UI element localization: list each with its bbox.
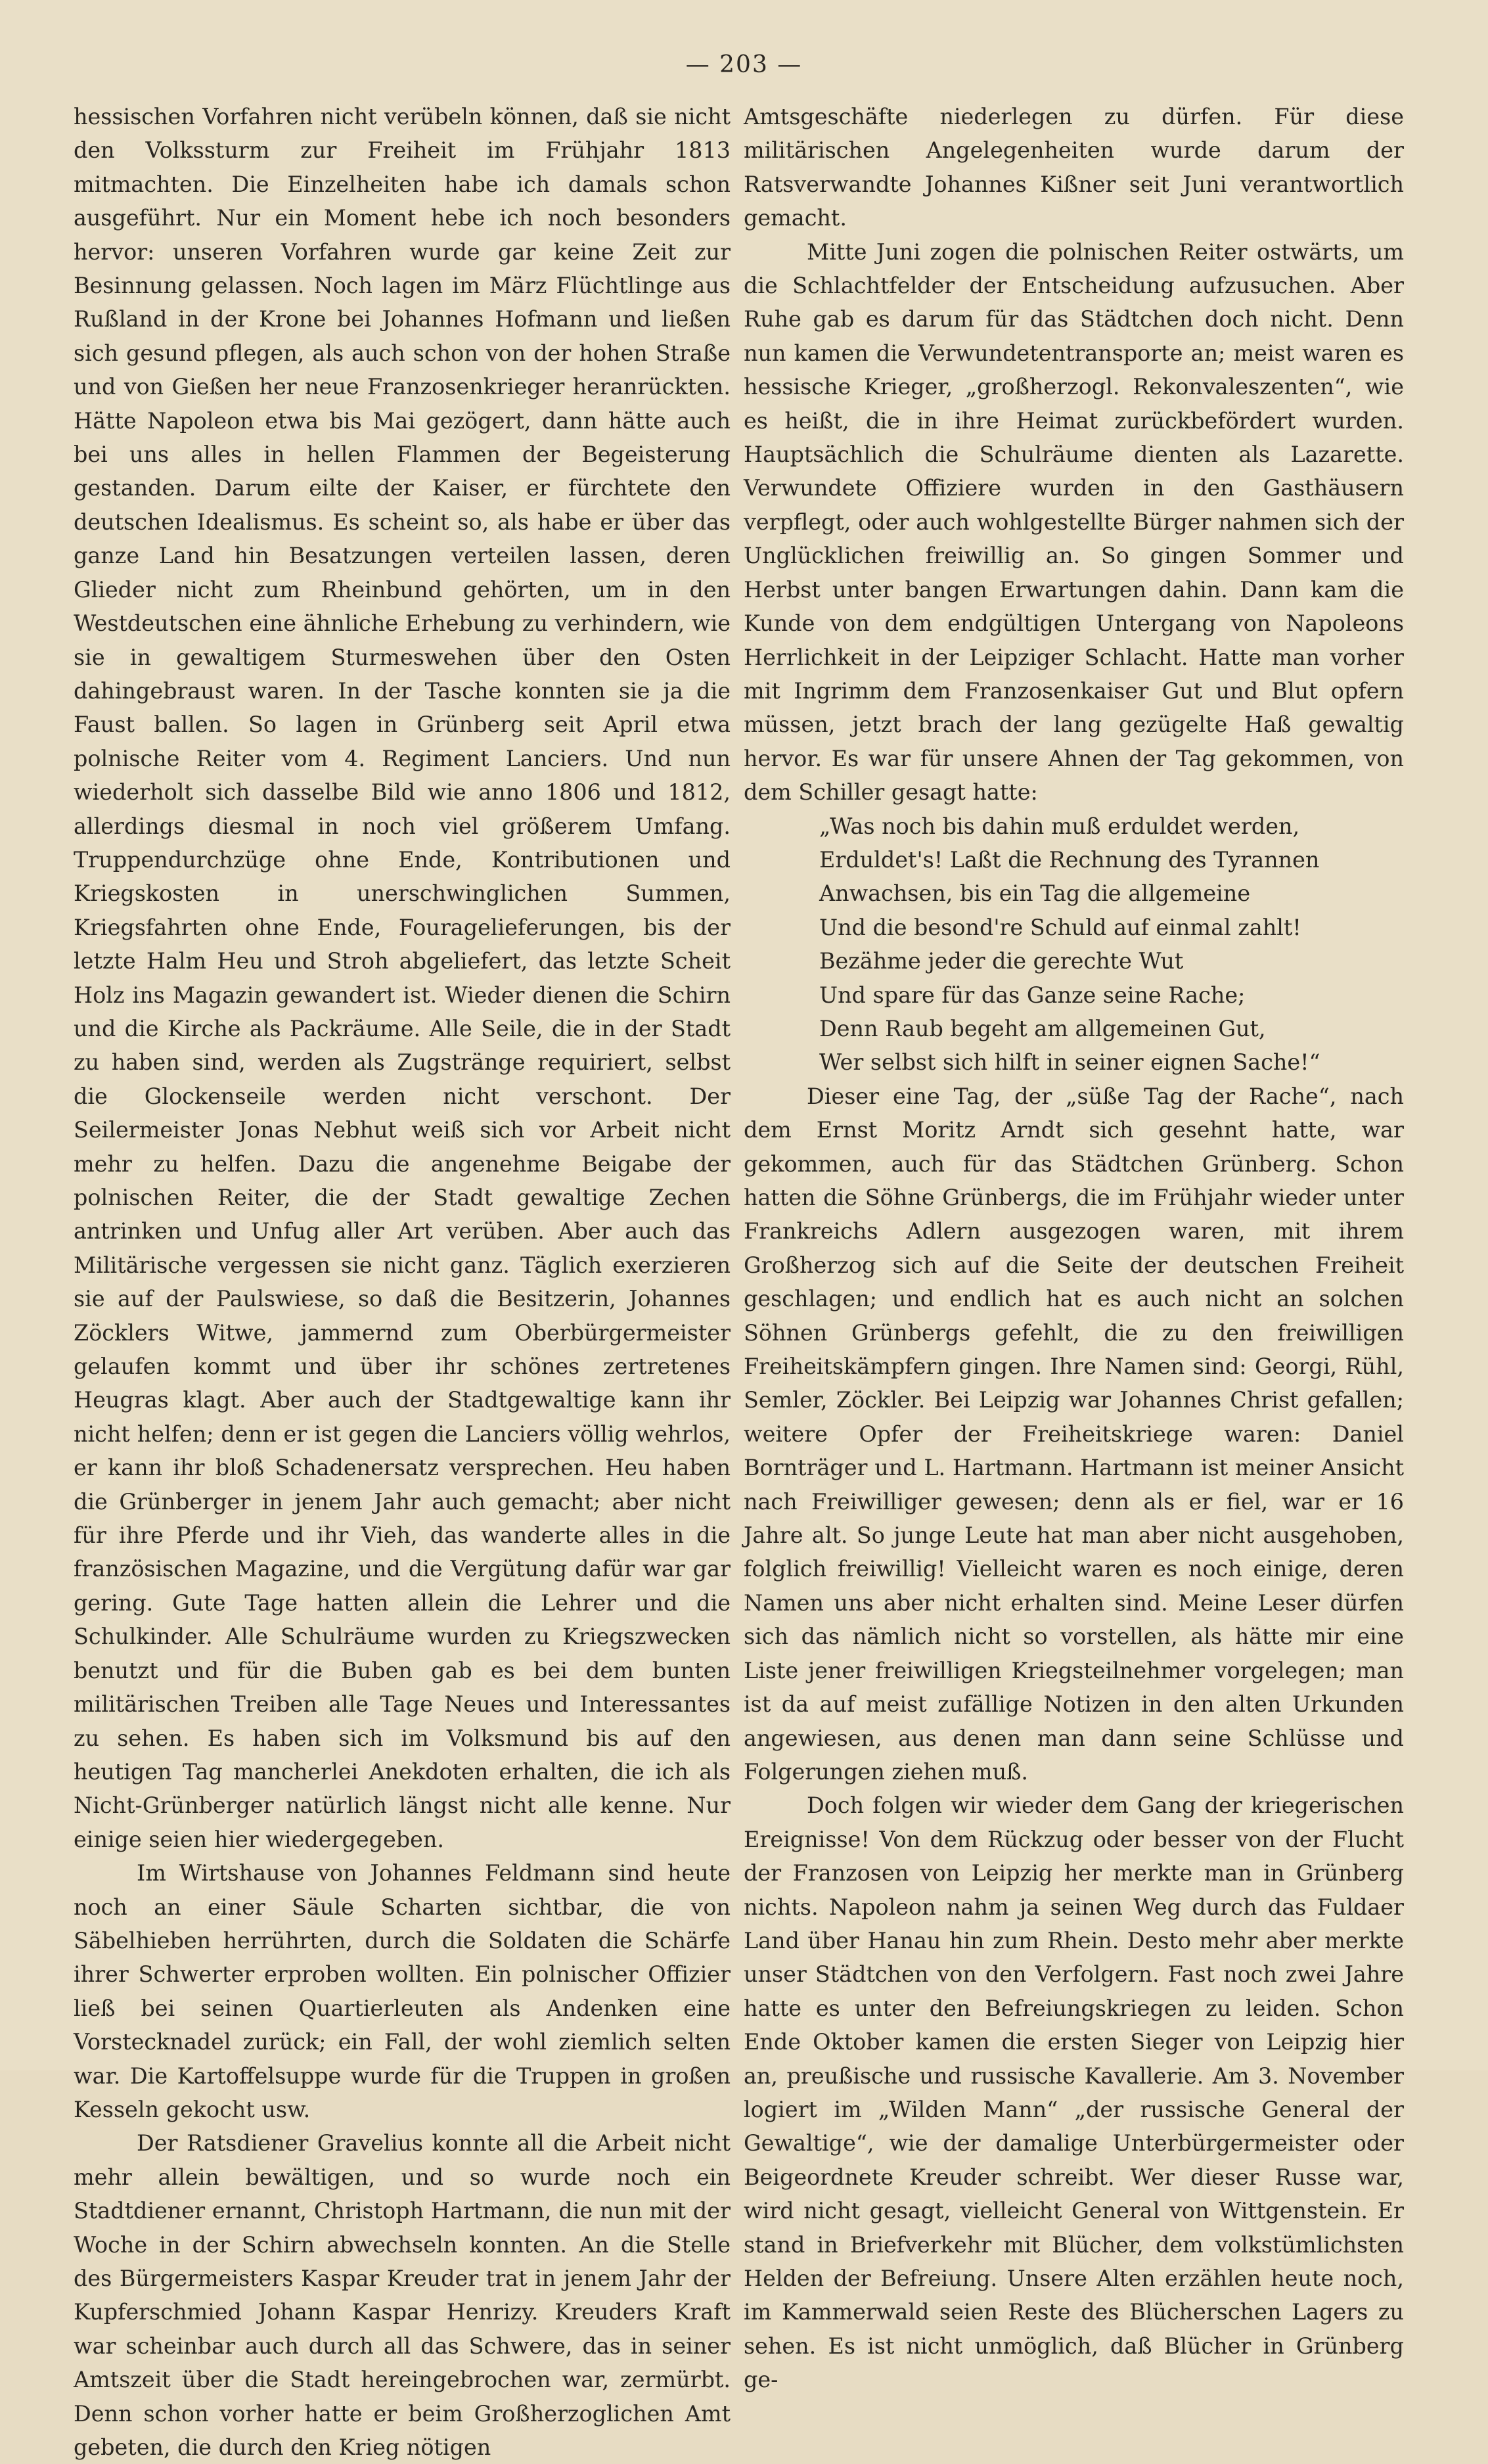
paragraph: Amtsgeschäfte niederlegen zu dürfen. Für diese militärischen Angelegenheiten wurde darum der Ratsverwandte Johannes Kißner seit Juni verantwortlich gemacht.: [744, 104, 1404, 231]
verse-line: Bezähme jeder die gerechte Wut: [819, 948, 1184, 974]
paragraph: Im Wirtshause von Johannes Feldmann sind heute noch an einer Säule Scharten sichtbar, die von Säbelhieben herrührten, durch die Soldaten die Schärfe ihrer Schwerter erproben wollten. Ein polnischer Offizier ließ bei seinen Quartierleuten als Andenken eine Vorstecknadel zurück; ein Fall, der wohl ziemlich selten war. Die Kartoffelsuppe wurde für die Truppen in großen Kesseln gekocht usw.: [74, 1860, 731, 2122]
right-column: [744, 100, 1404, 2397]
verse-line: Anwachsen, bis ein Tag die allgemeine: [819, 880, 1251, 907]
verse-line: Und spare für das Ganze seine Rache;: [819, 982, 1246, 1008]
paragraph: Doch folgen wir wieder dem Gang der kriegerischen Ereignisse! Von dem Rückzug oder besser von der Flucht der Franzosen von Leipzig her merkte man in Grünberg nichts. Napoleon nahm ja seinen Weg durch das Fuldaer Land über Hanau hin zum Rhein. Desto mehr aber merkte unser Städtchen von den Verfolgern. Fast noch zwei Jahre hatte es unter den Befreiungskriegen zu leiden. Schon Ende Oktober kamen die ersten Sieger von Leipzig hier an, preußische und russische Kavallerie. Am 3. November logiert im „Wilden Mann“ „der russische General der Gewaltige“, wie der damalige Unterbürgermeister oder Beigeordnete Kreuder schreibt. Wer dieser Russe war, wird nicht gesagt, vielleicht General von Wittgenstein. Er stand in Briefverkehr mit Blücher, dem volkstümlichsten Helden der Befreiung. Unsere Alten erzählen heute noch, im Kammerwald seien Reste des Blücherschen Lagers zu sehen. Es ist nicht unmöglich, daß Blücher in Grünberg ge-: [744, 1792, 1404, 2393]
schiller-verse: [744, 810, 1404, 1080]
verse-line: Denn Raub begeht am allgemeinen Gut,: [819, 1015, 1266, 1041]
verse-line: Und die besond're Schuld auf einmal zahlt!: [819, 914, 1301, 940]
verse-line: Erduldet's! Laßt die Rechnung des Tyrannen: [819, 846, 1320, 873]
left-column: [74, 100, 731, 2464]
verse-line: Wer selbst sich hilft in seiner eignen Sache!“: [819, 1049, 1320, 1076]
paragraph: Dieser eine Tag, der „süße Tag der Rache“, nach dem Ernst Moritz Arndt sich gesehnt hatte, war gekommen, auch für das Städtchen Grünberg. Schon hatten die Söhne Grünbergs, die im Frühjahr wieder unter Frankreichs Adlern ausgezogen waren, mit ihrem Großherzog sich auf die Seite der deutschen Freiheit geschlagen; und endlich hat es auch nicht an solchen Söhnen Grünbergs gefehlt, die zu den freiwilligen Freiheitskämpfern gingen. Ihre Namen sind: Georgi, Rühl, Semler, Zöckler. Bei Leipzig war Johannes Christ gefallen; weitere Opfer der Freiheitskriege waren: Daniel Bornträger und L. Hartmann. Hartmann ist meiner Ansicht nach Freiwilliger gewesen; denn als er fiel, war er 16 Jahre alt. So junge Leute hat man aber nicht ausgehoben, folglich freiwillig! Vielleicht waren es noch einige, deren Namen uns aber nicht erhalten sind. Meine Leser dürfen sich das nämlich nicht so vorstellen, als hätte mir eine Liste jener freiwilligen Kriegsteilnehmer vorgelegen; man ist da auf meist zufällige Notizen in den alten Urkunden angewiesen, aus denen man dann seine Schlüsse und Folgerungen ziehen muß.: [744, 1083, 1404, 1785]
paragraph: Mitte Juni zogen die polnischen Reiter ostwärts, um die Schlachtfelder der Entscheidung aufzusuchen. Aber Ruhe gab es darum für das Städtchen doch nicht. Denn nun kamen die Verwundetentransporte an; meist waren es hessische Krieger, „großherzogl. Rekonvaleszenten“, wie es heißt, die in ihre Heimat zurückbefördert wurden. Hauptsächlich die Schulräume dienten als Lazarette. Verwundete Offiziere wurden in den Gasthäusern verpflegt, oder auch wohlgestellte Bürger nahmen sich der Unglücklichen freiwillig an. So gingen Sommer und Herbst unter bangen Erwartungen dahin. Dann kam die Kunde von dem endgültigen Untergang von Napoleons Herrlichkeit in der Leipziger Schlacht. Hatte man vorher mit Ingrimm dem Franzosenkaiser Gut und Blut opfern müssen, jetzt brach der lang gezügelte Haß gewaltig hervor. Es war für unsere Ahnen der Tag gekommen, von dem Schiller gesagt hatte:: [744, 239, 1404, 806]
verse-line: „Was noch bis dahin muß erduldet werden,: [819, 813, 1300, 839]
paragraph: Der Ratsdiener Gravelius konnte all die Arbeit nicht mehr allein bewältigen, und so wurde noch ein Stadtdiener ernannt, Christoph Hartmann, die nun mit der Woche in der Schirn abwechseln konnten. An die Stelle des Bürgermeisters Kaspar Kreuder trat in jenem Jahr der Kupferschmied Johann Kaspar Henrizy. Kreuders Kraft war scheinbar auch durch all das Schwere, das in seiner Amtszeit über die Stadt hereingebrochen war, zermürbt. Denn schon vorher hatte er beim Großherzoglichen Amt gebeten, die durch den Krieg nötigen: [74, 2130, 731, 2461]
page-number: — 203 —: [685, 51, 803, 78]
paragraph: hessischen Vorfahren nicht verübeln können, daß sie nicht den Volkssturm zur Freiheit im Frühjahr 1813 mitmachten. Die Einzelheiten habe ich damals schon ausgeführt. Nur ein Moment hebe ich noch besonders hervor: unseren Vorfahren wurde gar keine Zeit zur Besinnung gelassen. Noch lagen im März Flüchtlinge aus Rußland in der Krone bei Johannes Hofmann und ließen sich gesund pflegen, als auch schon von der hohen Straße und von Gießen her neue Franzosenkrieger heranrückten. Hätte Napoleon etwa bis Mai gezögert, dann hätte auch bei uns alles in hellen Flammen der Begeisterung gestanden. Darum eilte der Kaiser, er fürchtete den deutschen Idealismus. Es scheint so, als habe er über das ganze Land hin Besatzungen verteilen lassen, deren Glieder nicht zum Rheinbund gehörten, um in den Westdeutschen eine ähnliche Erhebung zu verhindern, wie sie in gewaltigem Sturmeswehen über den Osten dahingebraust waren. In der Tasche konnten sie ja die Faust ballen. So lagen in Grünberg seit April etwa polnische Reiter vom 4. Regiment Lanciers. Und nun wiederholt sich dasselbe Bild wie anno 1806 und 1812, allerdings diesmal in noch viel größerem Umfang. Truppendurchzüge ohne Ende, Kontributionen und Kriegskosten in unerschwinglichen Summen, Kriegsfahrten ohne Ende, Fouragelieferungen, bis der letzte Halm Heu und Stroh abgeliefert, das letzte Scheit Holz ins Magazin gewandert ist. Wieder dienen die Schirn und die Kirche als Packräume. Alle Seile, die in der Stadt zu haben sind, werden als Zugstränge requiriert, selbst die Glockenseile werden nicht verschont. Der Seilermeister Jonas Nebhut weiß sich vor Arbeit nicht mehr zu helfen. Dazu die angenehme Beigabe der polnischen Reiter, die der Stadt gewaltige Zechen antrinken und Unfug aller Art verüben. Aber auch das Militärische vergessen sie nicht ganz. Täglich exerzieren sie auf der Paulswiese, so daß die Besitzerin, Johannes Zöcklers Witwe, jammernd zum Oberbürgermeister gelaufen kommt und über ihr schönes zertretenes Heugras klagt. Aber auch der Stadtgewaltige kann ihr nicht helfen; denn er ist gegen die Lanciers völlig wehrlos, er kann ihr bloß Schadenersatz versprechen. Heu haben die Grünberger in jenem Jahr auch gemacht; aber nicht für ihre Pferde und ihr Vieh, das wanderte alles in die französischen Magazine, und die Vergütung dafür war gar gering. Gute Tage hatten allein die Lehrer und die Schulkinder. Alle Schulräume wurden zu Kriegszwecken benutzt und für die Buben gab es bei dem bunten militärischen Treiben alle Tage Neues und Interessantes zu sehen. Es haben sich im Volksmund bis auf den heutigen Tag mancherlei Anekdoten erhalten, die ich als Nicht-Grünberger natürlich längst nicht alle kenne. Nur einige seien hier wiedergegeben.: [74, 104, 731, 1852]
